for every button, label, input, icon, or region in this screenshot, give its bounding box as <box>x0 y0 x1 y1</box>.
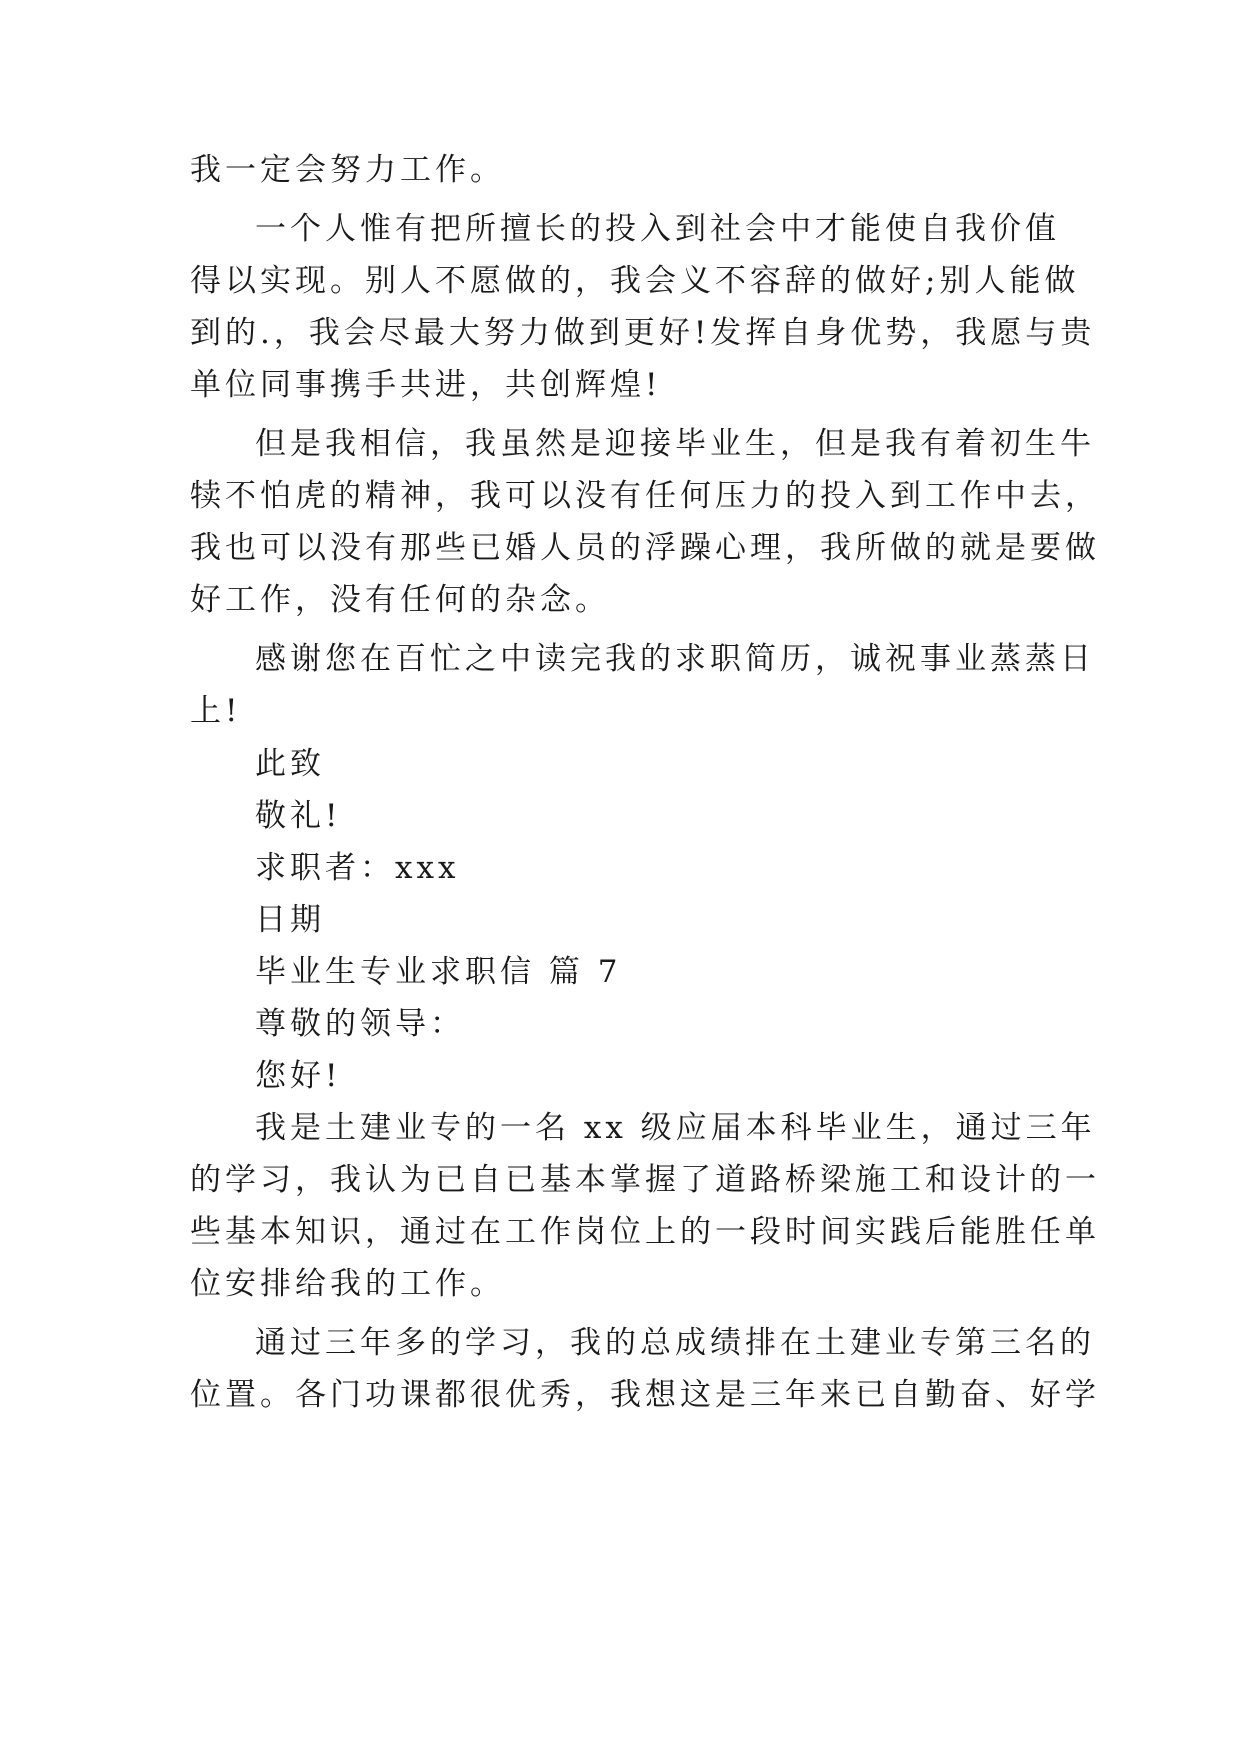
body-line: 上! <box>190 693 242 729</box>
closing-regards: 敬礼! <box>255 798 342 834</box>
body-line: 些基本知识，通过在工作岗位上的一段时间实践后能胜任单 <box>190 1214 1100 1250</box>
body-line: 的学习，我认为已自已基本掌握了道路桥梁施工和设计的一 <box>190 1162 1100 1198</box>
paragraph-first-line: 感谢您在百忙之中读完我的求职简历，诚祝事业蒸蒸日 <box>255 641 1095 677</box>
section-heading: 毕业生专业求职信 篇 7 <box>255 954 622 990</box>
body-line: 我也可以没有那些已婚人员的浮躁心理，我所做的就是要做 <box>190 530 1100 566</box>
body-line: 犊不怕虎的精神，我可以没有任何压力的投入到工作中去， <box>190 478 1100 514</box>
body-line: 得以实现。别人不愿做的，我会义不容辞的做好;别人能做 <box>190 263 1080 299</box>
body-line: 单位同事携手共进，共创辉煌! <box>190 367 662 403</box>
paragraph-first-line: 一个人惟有把所擅长的投入到社会中才能使自我价值 <box>255 211 1060 247</box>
greeting: 尊敬的领导： <box>255 1006 465 1042</box>
closing-salutation: 此致 <box>255 746 325 782</box>
body-line: 我一定会努力工作。 <box>190 152 505 188</box>
body-line: 好工作，没有任何的杂念。 <box>190 582 610 618</box>
body-line: 到的.，我会尽最大努力做到更好!发挥自身优势，我愿与贵 <box>190 315 1096 351</box>
paragraph-first-line: 我是土建业专的一名 xx 级应届本科毕业生，通过三年 <box>255 1110 1096 1146</box>
date-label: 日期 <box>255 902 325 938</box>
body-line: 位安排给我的工作。 <box>190 1266 505 1302</box>
greeting-hello: 您好! <box>255 1058 342 1094</box>
body-line: 位置。各门功课都很优秀，我想这是三年来已自勤奋、好学 <box>190 1377 1100 1413</box>
paragraph-first-line: 通过三年多的学习，我的总成绩排在土建业专第三名的 <box>255 1325 1095 1361</box>
applicant-signature: 求职者：xxx <box>255 850 460 886</box>
paragraph-first-line: 但是我相信，我虽然是迎接毕业生，但是我有着初生牛 <box>255 426 1095 462</box>
